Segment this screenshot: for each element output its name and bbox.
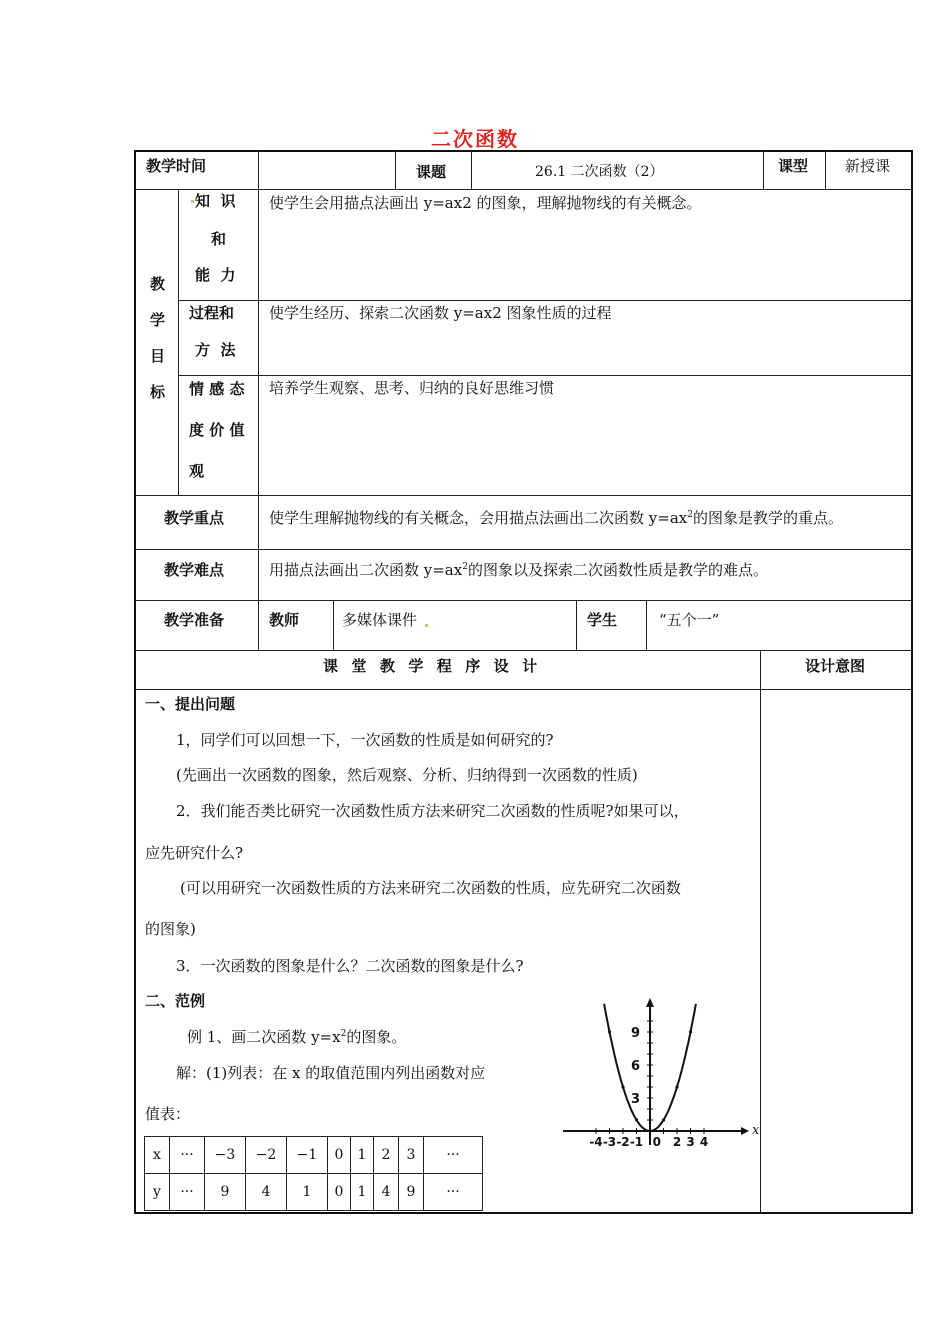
table-cell: y	[145, 1174, 170, 1211]
y-tick-label: 6	[630, 1059, 640, 1074]
value-table-row-y	[145, 1174, 483, 1211]
section1-q2-line2: 应先研究什么?	[145, 844, 244, 862]
x-tick-label: -2	[616, 1135, 630, 1149]
data-point	[621, 1085, 624, 1088]
table-cell: 1	[351, 1137, 374, 1174]
attitude-label-2: 度 价 值	[189, 421, 245, 439]
table-cell: −2	[246, 1137, 287, 1174]
attitude-label-3: 观	[189, 462, 205, 480]
data-point	[635, 1118, 638, 1121]
value-table	[144, 1136, 483, 1211]
table-cell: 4	[374, 1174, 399, 1211]
table-cell: 0	[328, 1137, 351, 1174]
data-point	[648, 1129, 651, 1132]
value-table-row-x	[145, 1137, 483, 1174]
solution-line2: 值表：	[145, 1105, 191, 1123]
x-tick-label: 3	[686, 1135, 695, 1149]
data-point	[675, 1085, 678, 1088]
solution-line1: 解：(1)列表：在 x 的取值范围内列出函数对应	[176, 1064, 486, 1082]
table-cell: 1	[351, 1174, 374, 1211]
knowledge-label-3: 能 力	[195, 266, 236, 284]
topic-value: 26.1 二次函数（2）	[535, 164, 664, 180]
x-tick-label: -4	[589, 1135, 603, 1149]
data-point	[608, 1030, 611, 1033]
table-cell: 9	[399, 1174, 424, 1211]
x-tick-label: 2	[672, 1135, 682, 1149]
knowledge-label-2: 和	[211, 230, 227, 248]
process-label-2: 方 法	[195, 341, 236, 359]
x-axis-label: x	[752, 1123, 760, 1138]
type-label: 课型	[778, 157, 809, 175]
goals-label-char-1: 教	[150, 275, 166, 293]
process-text: 使学生经历、探索二次函数 y=ax2 图象性质的过程	[269, 304, 612, 322]
section1-a1: (先画出一次函数的图象，然后观察、分析、归纳得到一次函数的性质)	[176, 766, 638, 784]
student-value: “五个一”	[659, 611, 720, 629]
goals-label-char-2: 学	[150, 311, 166, 329]
difficulty-text: 用描点法画出二次函数 $y=ax^2$的图象以及探索二次函数性质是教学的难点。	[269, 561, 768, 579]
student-label: 学生	[587, 611, 618, 629]
goals-label-char-4: 标	[150, 383, 166, 401]
topic-label: 课题	[416, 163, 447, 181]
type-value: 新授课	[845, 157, 891, 175]
x-tick-label: 4	[699, 1135, 709, 1149]
design-intent-label: 设计意图	[805, 657, 866, 675]
knowledge-label-1: 知 识	[195, 192, 236, 210]
table-cell: −3	[205, 1137, 246, 1174]
table-cell: ···	[424, 1174, 483, 1211]
key-point-label: 教学重点	[164, 509, 225, 527]
table-cell: 1	[287, 1174, 328, 1211]
table-cell: 0	[328, 1174, 351, 1211]
table-cell: 4	[246, 1174, 287, 1211]
section1-a2-line1: (可以用研究一次函数性质的方法来研究二次函数的性质，应先研究二次函数	[180, 879, 681, 897]
time-label: 教学时间	[146, 157, 207, 175]
key-point-text: 使学生理解抛物线的有关概念，会用描点法画出二次函数 $y=ax^2$的图象是教学的重点。	[269, 509, 843, 527]
attitude-text: 培养学生观察、思考、归纳的良好思维习惯	[269, 379, 555, 397]
goals-label-char-3: 目	[150, 347, 166, 365]
y-tick-label: 9	[630, 1026, 640, 1041]
table-cell: 3	[399, 1137, 424, 1174]
section1-q3: 3．一次函数的图象是什么？二次函数的图象是什么?	[176, 957, 524, 975]
section2-heading: 二、范例	[145, 992, 206, 1010]
table-cell: 2	[374, 1137, 399, 1174]
table-cell: x	[145, 1137, 170, 1174]
table-cell: ···	[170, 1137, 205, 1174]
design-heading: 课 堂 教 学 程 序 设 计	[323, 657, 539, 675]
section1-heading: 一、提出问题	[145, 695, 236, 713]
x-tick-label: 0	[652, 1135, 661, 1149]
prep-label: 教学准备	[164, 611, 225, 629]
table-cell: −1	[287, 1137, 328, 1174]
x-axis-arrow	[741, 1127, 749, 1135]
x-tick-label: -1	[629, 1135, 644, 1149]
section1-q2-line1: 2．我们能否类比研究一次函数性质方法来研究二次函数的性质呢?如果可以，	[176, 802, 689, 820]
data-point	[689, 1030, 692, 1033]
attitude-label-1: 情 感 态	[189, 380, 245, 398]
table-cell: ···	[170, 1174, 205, 1211]
table-cell: ···	[424, 1137, 483, 1174]
knowledge-text: 使学生会用描点法画出 y=ax2 的图象，理解抛物线的有关概念。	[269, 194, 702, 212]
section1-a2-line2: 的图象)	[145, 920, 196, 938]
parabola-graph	[555, 995, 760, 1155]
example1-text: 例 1、画二次函数 $y=x^2$的图象。	[187, 1028, 407, 1046]
process-label-1: 过程和	[189, 304, 235, 322]
teacher-label: 教师	[269, 611, 300, 629]
y-axis-arrow	[646, 998, 654, 1007]
data-point	[662, 1118, 665, 1121]
table-cell: 9	[205, 1174, 246, 1211]
section1-q1: 1，同学们可以回想一下，一次函数的性质是如何研究的?	[176, 731, 554, 749]
teacher-value: 多媒体课件	[342, 611, 418, 629]
x-tick-label: -3	[602, 1135, 617, 1149]
y-tick-label: 3	[630, 1092, 640, 1107]
document-title: 二次函数	[431, 127, 519, 151]
difficulty-label: 教学难点	[164, 561, 225, 579]
